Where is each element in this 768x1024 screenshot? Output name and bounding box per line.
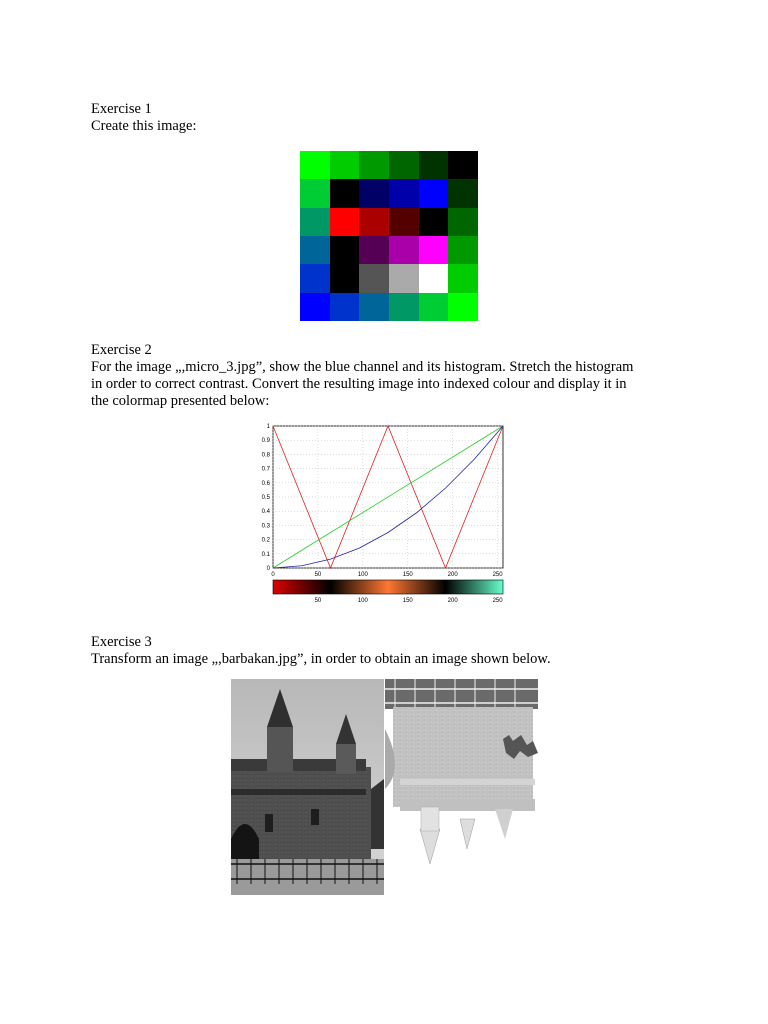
grid-cell bbox=[300, 179, 330, 207]
colorbar-tick-label: 200 bbox=[447, 598, 458, 604]
y-tick-label: 0.2 bbox=[261, 537, 270, 544]
x-tick-label: 50 bbox=[314, 572, 322, 578]
x-tick-label: 150 bbox=[402, 572, 413, 578]
y-tick-label: 0.9 bbox=[261, 438, 270, 445]
grid-cell bbox=[448, 236, 478, 264]
exercise2-line1: For the image „,micro_3.jpg”, show the blue channel and its histogram. Stretch the histogram bbox=[91, 359, 634, 375]
grid-cell bbox=[330, 208, 360, 236]
grid-cell bbox=[389, 151, 419, 179]
barbakan-original-photo bbox=[231, 679, 384, 895]
y-tick-label: 0.8 bbox=[261, 452, 270, 459]
grid-cell bbox=[389, 293, 419, 321]
grid-cell bbox=[419, 264, 449, 292]
colorbar-tick-label: 250 bbox=[492, 598, 503, 604]
grid-cell bbox=[448, 179, 478, 207]
barbakan-transformed-photo bbox=[385, 679, 538, 895]
grid-cell bbox=[448, 208, 478, 236]
grid-cell bbox=[448, 293, 478, 321]
grid-cell bbox=[419, 179, 449, 207]
y-tick-label: 0.4 bbox=[261, 509, 270, 516]
x-tick-label: 100 bbox=[357, 572, 368, 578]
grid-cell bbox=[359, 179, 389, 207]
grid-cell bbox=[419, 151, 449, 179]
y-tick-label: 0 bbox=[266, 566, 270, 572]
grid-cell bbox=[389, 208, 419, 236]
grid-cell bbox=[330, 151, 360, 179]
grid-cell bbox=[359, 236, 389, 264]
grid-cell bbox=[330, 264, 360, 292]
grid-cell bbox=[359, 151, 389, 179]
grid-cell bbox=[330, 293, 360, 321]
x-tick-label: 200 bbox=[447, 572, 458, 578]
grid-cell bbox=[300, 236, 330, 264]
grid-cell bbox=[359, 293, 389, 321]
grid-cell bbox=[389, 236, 419, 264]
x-tick-label: 0 bbox=[271, 572, 275, 578]
y-tick-label: 1 bbox=[266, 424, 270, 430]
grid-cell bbox=[389, 179, 419, 207]
grid-cell bbox=[359, 208, 389, 236]
y-tick-label: 0.6 bbox=[261, 480, 270, 487]
grid-cell bbox=[300, 208, 330, 236]
exercise1-instruction: Create this image: bbox=[91, 118, 197, 134]
exercise2-line2: in order to correct contrast. Convert the resulting image into indexed colour and display it in bbox=[91, 376, 627, 392]
grid-cell bbox=[448, 264, 478, 292]
x-tick-label: 250 bbox=[492, 572, 503, 578]
grid-cell bbox=[300, 151, 330, 179]
grid-cell bbox=[419, 208, 449, 236]
exercise2-heading: Exercise 2 bbox=[91, 342, 152, 358]
colormap-colorbar bbox=[262, 578, 510, 606]
y-tick-label: 0.5 bbox=[261, 495, 270, 501]
colorbar-gradient bbox=[273, 580, 503, 594]
grid-cell bbox=[448, 151, 478, 179]
grid-cell bbox=[330, 236, 360, 264]
colorbar-tick-label: 100 bbox=[357, 598, 368, 604]
grid-cell bbox=[300, 264, 330, 292]
grid-cell bbox=[300, 293, 330, 321]
colormap-line-chart bbox=[255, 420, 510, 582]
exercise1-heading: Exercise 1 bbox=[91, 101, 152, 117]
grid-cell bbox=[389, 264, 419, 292]
grid-cell bbox=[419, 293, 449, 321]
exercise3-line1: Transform an image „,barbakan.jpg”, in order to obtain an image shown below. bbox=[91, 651, 551, 667]
exercise3-heading: Exercise 3 bbox=[91, 634, 152, 650]
y-tick-label: 0.7 bbox=[261, 466, 270, 473]
grid-cell bbox=[359, 264, 389, 292]
colorbar-tick-label: 50 bbox=[314, 598, 322, 604]
y-tick-label: 0.3 bbox=[261, 523, 270, 530]
colorbar-tick-label: 150 bbox=[402, 598, 413, 604]
grid-cell bbox=[419, 236, 449, 264]
exercise2-line3: the colormap presented below: bbox=[91, 393, 270, 409]
grid-cell bbox=[330, 179, 360, 207]
color-grid-image bbox=[300, 151, 478, 321]
y-tick-label: 0.1 bbox=[261, 551, 270, 558]
